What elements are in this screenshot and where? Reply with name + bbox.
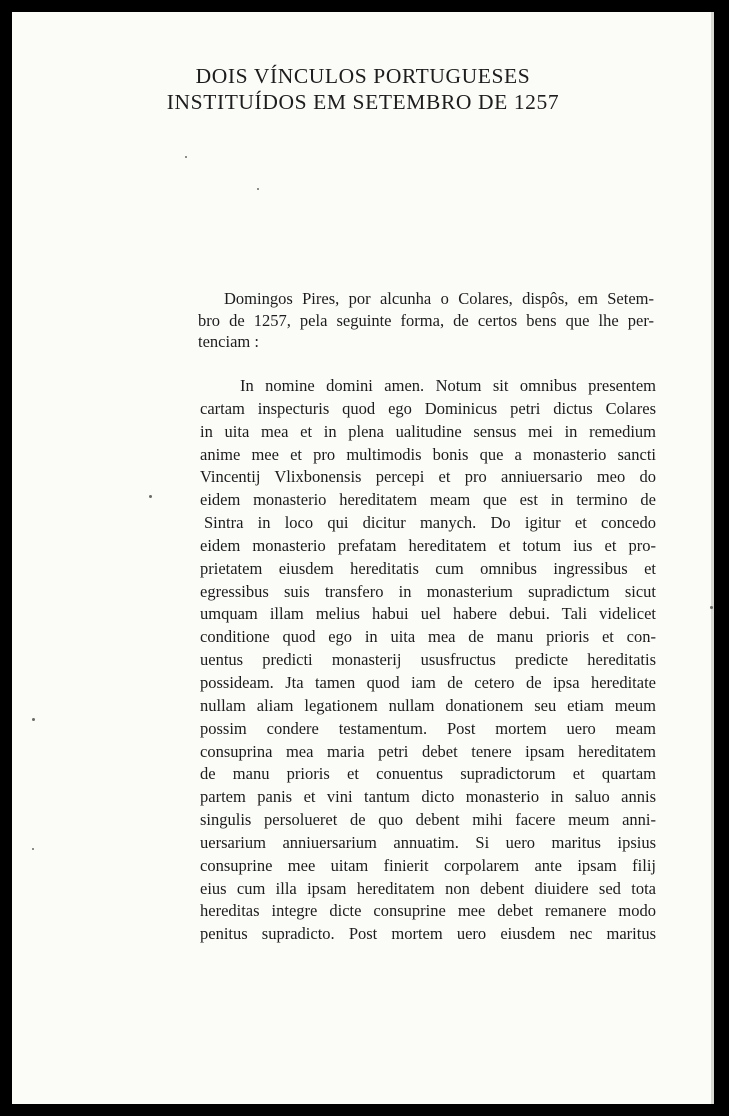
charter-line: anime mee et pro multimodis bonis que a monasterio sancti (200, 444, 656, 464)
charter-line: consuprine mee uitam finierit corpolarem ante ipsam filij (200, 855, 656, 875)
intro-line: tenciam : (198, 332, 259, 351)
charter-line: possim condere testamentum. Post mortem uero meam (200, 718, 656, 738)
charter-line: hereditas integre dicte consuprine mee debet remanere modo (200, 901, 656, 921)
charter-line: partem panis et vini tantum dicto monasterio in saluo annis (200, 787, 656, 807)
charter-line: consuprina mea maria petri debet tenere ipsam hereditatem (200, 741, 656, 761)
charter-line: cartam inspecturis quod ego Dominicus petri dictus Colares (200, 398, 656, 418)
charter-line: in uita mea et in plena ualitudine sensus mei in remedium (200, 421, 656, 441)
scan-speck (257, 188, 259, 190)
scan-speck (32, 848, 34, 850)
intro-paragraph (198, 288, 654, 353)
page-edge-shadow (711, 12, 714, 1104)
document-title-line-2: INSTITUÍDOS EM SETEMBRO DE 1257 (166, 90, 560, 114)
charter-line: egressibus suis transfero in monasterium supradictum sicut (200, 581, 656, 601)
scan-speck (32, 718, 35, 721)
charter-line: penitus supradicto. Post mortem uero eiusdem nec maritus (200, 924, 656, 944)
scan-speck (710, 606, 713, 609)
intro-line: Domingos Pires, por alcunha o Colares, dispôs, em Setem- (224, 289, 654, 308)
charter-line: nullam aliam legationem nullam donationem seu etiam meum (200, 695, 656, 715)
charter-line: prietatem eiusdem hereditatis cum omnibus ingressibus et (200, 558, 656, 578)
intro-line: bro de 1257, pela seguinte forma, de certos bens que lhe per- (198, 310, 654, 330)
charter-line: eidem monasterio prefatam hereditatem et totum ius et pro- (200, 535, 656, 555)
charter-line: uersarium anniuersarium annuatim. Si uero maritus ipsius (200, 832, 656, 852)
charter-line: uentus predicti monasterij ususfructus predicte hereditatis (200, 650, 656, 670)
scan-speck (185, 156, 187, 158)
charter-line: Sintra in loco qui dicitur manych. Do igitur et concedo (204, 513, 656, 533)
charter-line: de manu prioris et conuentus supradictorum et quartam (200, 764, 656, 784)
document-title-line-1: DOIS VÍNCULOS PORTUGUESES (195, 64, 531, 88)
charter-line: In nomine domini amen. Notum sit omnibus presentem (240, 376, 656, 395)
charter-line: eius cum illa ipsam hereditatem non debent diuidere sed tota (200, 878, 656, 898)
charter-line: conditione quod ego in uita mea de manu prioris et con- (200, 627, 656, 647)
charter-line: eidem monasterio hereditatem meam que est in termino de (200, 490, 656, 510)
charter-line: Vincentij Vlixbonensis percepi et pro anniuersario meo do (200, 467, 656, 487)
document-page (12, 12, 714, 1104)
charter-line: possideam. Jta tamen quod iam de cetero de ipsa hereditate (200, 672, 656, 692)
latin-charter-text (200, 375, 656, 946)
charter-line: umquam illam melius habui uel habere debui. Tali videlicet (200, 604, 656, 624)
charter-line: singulis persolueret de quo debent mihi facere meum anni- (200, 810, 656, 830)
scan-speck (149, 495, 152, 498)
